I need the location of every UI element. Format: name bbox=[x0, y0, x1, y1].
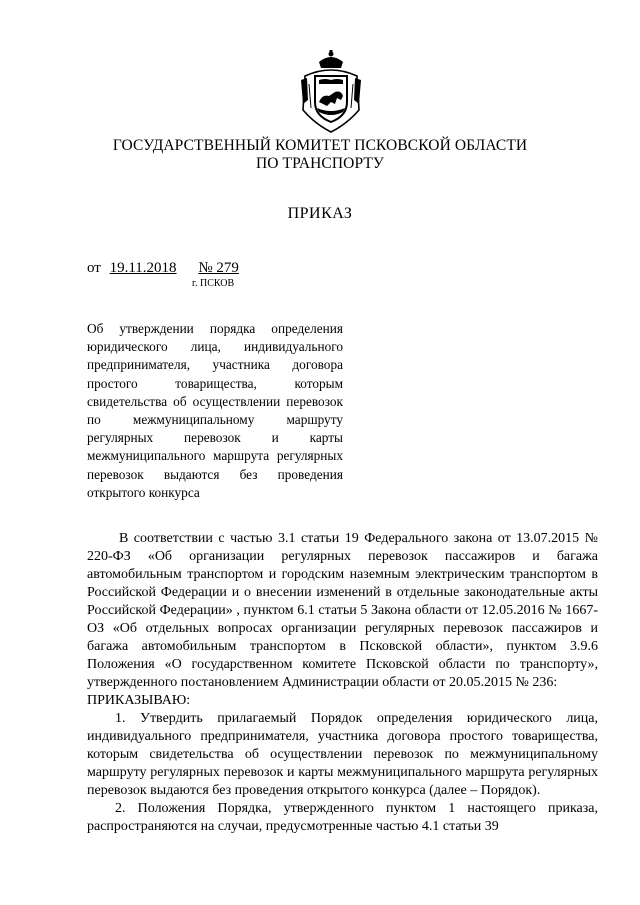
document-type: ПРИКАЗ bbox=[287, 205, 353, 222]
from-label: от bbox=[87, 260, 101, 276]
city-label: г. ПСКОВ bbox=[192, 278, 235, 289]
order-word: ПРИКАЗЫВАЮ: bbox=[87, 693, 191, 708]
order-item-1: 1. Утвердить прилагаемый Порядок определения юридического лица, индивидуального предпринимателя, участника договора простого товарищества, которым свидетельства об осуществлении перевозок по межмуниципальному маршруту регулярных перевозок и карты межмуниципального маршрута регулярных перевозок выдаются без проведения открытого конкурса (далее – Порядок). bbox=[87, 711, 598, 798]
document-number: № 279 bbox=[198, 260, 239, 276]
organization-name bbox=[0, 137, 640, 173]
pskov-coat-of-arms-icon bbox=[297, 50, 365, 134]
preamble-paragraph: В соответствии с частью 3.1 статьи 19 Федерального закона от 13.07.2015 № 220-ФЗ «Об организации регулярных перевозок пассажиров и багажа автомобильным транспортом и городским наземным электрическим транспортом в Российской Федерации и о внесении изменений в отдельные законодательные акты Российской Федерации» , пунктом 6.1 статьи 5 Закона области от 12.05.2016 № 1667-ОЗ «Об отдельных вопросах организации регулярных перевозок пассажиров и багажа автомобильным транспортом в Псковской области», пунктом 3.9.6 Положения «О государственном комитете Псковской области по транспорту», утвержденного постановлением Администрации области от 20.05.2015 № 236: bbox=[87, 531, 598, 690]
order-item-2: 2. Положения Порядка, утвержденного пунктом 1 настоящего приказа, распространяются на случаи, предусмотренные частью 4.1 статьи 39 bbox=[87, 801, 598, 834]
document-body bbox=[87, 530, 598, 836]
document-date: 19.11.2018 bbox=[109, 260, 177, 276]
org-line-1: ГОСУДАРСТВЕННЫЙ КОМИТЕТ ПСКОВСКОЙ ОБЛАСТИ bbox=[112, 137, 528, 154]
date-number-line bbox=[87, 260, 239, 277]
document-subject: Об утверждении порядка определения юридического лица, индивидуального предпринимателя, участника договора простого товарищества, которым свидетельства об осуществлении перевозок по межмуниципальному маршруту регулярных перевозок и карты межмуниципального маршрута регулярных перевозок выдаются без проведения открытого конкурса bbox=[87, 321, 343, 500]
org-line-2: ПО ТРАНСПОРТУ bbox=[255, 155, 385, 172]
